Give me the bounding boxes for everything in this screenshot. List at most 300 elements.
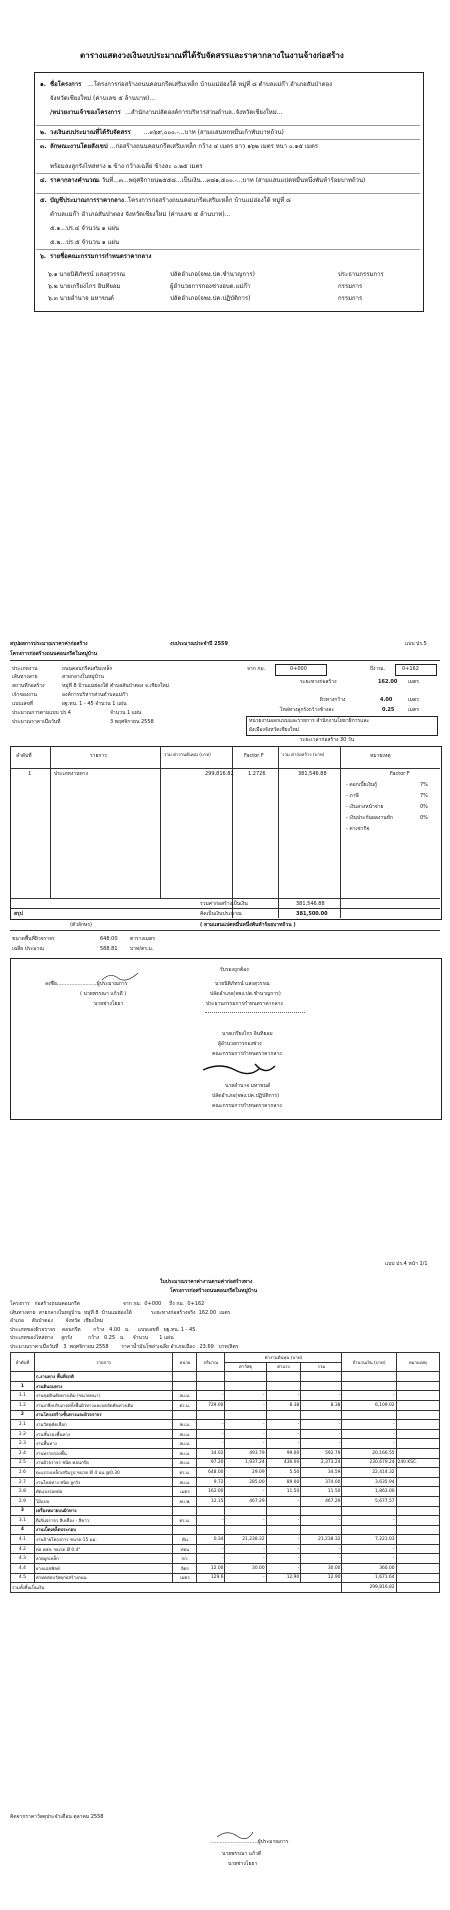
pr5-form-code: แบบ ปร.5 bbox=[405, 641, 427, 647]
pr4-cell-note bbox=[396, 1381, 439, 1391]
pr4-cell-no: 2.1 bbox=[11, 1420, 35, 1430]
pr5-field-label: แบบเลขที่ bbox=[12, 701, 34, 707]
pr4-cell-item: ยางแอสฟัลท์ bbox=[34, 1564, 173, 1574]
pr4-cell-note: 240 KSC. bbox=[396, 1458, 439, 1468]
pr5-field-value: จำนวน 1 แผ่น bbox=[110, 710, 142, 716]
pr4-cell-qty: - bbox=[197, 1391, 225, 1401]
shoulder-unit: เมตร bbox=[408, 707, 419, 713]
pr4-cell-qty: 729.00 bbox=[197, 1400, 225, 1410]
estimator-name: ( นายพรรณา แก้วดี ) bbox=[80, 991, 127, 997]
pr4-cell-item: งานไหล่ทาง ชนิด ลูกรัง bbox=[34, 1477, 173, 1487]
pr5-remark-value: 7% bbox=[420, 782, 428, 788]
pr4-table-row bbox=[11, 1468, 440, 1478]
pr4-cell-material: - bbox=[225, 1391, 266, 1401]
width-value: 4.00 bbox=[380, 697, 393, 703]
pr5-final-label: คิดเป็นเงินประมาณ bbox=[200, 911, 242, 917]
pr4-cell-note bbox=[396, 1372, 439, 1382]
pr4-cell-amount: 230,679.24 bbox=[342, 1458, 396, 1468]
pr4-cell-unit: ลบ.ม. bbox=[173, 1420, 197, 1430]
pr4-cell-sum bbox=[301, 1410, 342, 1420]
pr5-remark-value: 7% bbox=[420, 793, 428, 799]
pr4-th-unit: หน่วย bbox=[173, 1353, 197, 1372]
pr4-cell-sum: 592.79 bbox=[301, 1448, 342, 1458]
length-value: 162.00 bbox=[378, 679, 398, 685]
pr4-cell-item: ลวดผูกเหล็ก bbox=[34, 1554, 173, 1564]
item-divider bbox=[36, 193, 420, 194]
pr5-subheader: โครงการก่อสร้างถนนคอนกรีตในหมู่บ้าน bbox=[10, 651, 98, 657]
pr4-table-body bbox=[11, 1372, 440, 1583]
pr4-total-value: 299,816.82 bbox=[342, 1583, 396, 1593]
pr4-cell-amount: 20,166.55 bbox=[342, 1448, 396, 1458]
pr4-cell-qty: 12.00 bbox=[197, 1564, 225, 1574]
pr4-cell-item: ตะแกรงเหล็กเสริมรูป ขนาด Ø 4 มม.@0.30 bbox=[34, 1468, 173, 1478]
pr4-cell-labor: - bbox=[266, 1391, 301, 1401]
pr5-sum-value: 381,546.88 bbox=[296, 901, 325, 907]
pr5-remark-label: - เงินประกันผลงานหัก bbox=[346, 815, 393, 821]
pr4-cell-labor: - bbox=[266, 1496, 301, 1506]
pr4-cell-amount: 3,635.94 bbox=[342, 1477, 396, 1487]
pr4-table-row bbox=[11, 1381, 440, 1391]
pr4-cell-material: - bbox=[225, 1573, 266, 1583]
pr4-cell-item: งานทรายรองพื้น bbox=[34, 1448, 173, 1458]
pr4-cell-qty: 0.34 bbox=[197, 1535, 225, 1545]
pr4-info-line: โครงการ ก่อสร้างถนนคอนกรีต จาก กม. 0+000 ถึง กม. 0+162 bbox=[10, 1301, 205, 1307]
pr4-cell-no: 3 bbox=[11, 1506, 35, 1516]
member2-signature-image bbox=[200, 1060, 280, 1078]
pr4-cell-sum: - bbox=[301, 1544, 342, 1554]
pr5-field-value: ถนนคอนกรีตเสริมเหล็ก bbox=[62, 666, 113, 672]
item-divider bbox=[36, 173, 420, 174]
item-text: ...โครงการก่อสร้างถนนคอนกรีตเสริมเหล็ก บ้านแม่ฮ่องใต้ หมู่ที่ ๘ bbox=[122, 197, 291, 204]
pr5-final-rule bbox=[10, 908, 440, 909]
pr4-cell-amount: - bbox=[342, 1439, 396, 1449]
pr4-cell-qty bbox=[197, 1410, 225, 1420]
pr4-table-row bbox=[11, 1439, 440, 1449]
construction-duration: ระยะเวลาก่อสร้าง 30 วัน bbox=[300, 737, 355, 743]
certify-title: รับรองถูกต้อง bbox=[220, 967, 249, 973]
pr4-cell-no: 4 bbox=[11, 1525, 35, 1535]
pr4-table-row bbox=[11, 1477, 440, 1487]
pr4-cell-unit: ลบ.ม. bbox=[173, 1429, 197, 1439]
pr5-th-factor: Factor F bbox=[244, 753, 264, 759]
pr4-cell-qty bbox=[197, 1506, 225, 1516]
pr5-words-label: (ตัวอักษร) bbox=[70, 922, 92, 928]
pr4-cell-no: 2.9 bbox=[11, 1496, 35, 1506]
pr4-cell-unit bbox=[173, 1381, 197, 1391]
pr4-cell-material: - bbox=[225, 1554, 266, 1564]
pr4-cell-note bbox=[396, 1496, 439, 1506]
pr4-cell-amount: 360.00 bbox=[342, 1564, 396, 1574]
pr4-table-row bbox=[11, 1458, 440, 1468]
km-from-value: 0+000 bbox=[290, 666, 307, 672]
pr4-cell-material: 21,238.32 bbox=[225, 1535, 266, 1545]
shoulder-label: ไหล่ทางลูกรังกว้างข้างละ bbox=[280, 707, 335, 713]
item-text: ...๓๖๙,๐๐๐.-...บาท (สามแสนหกหมื่นเก้าพันบาทถ้วน) bbox=[143, 129, 284, 136]
pr4-cell-unit: ลิตร bbox=[173, 1564, 197, 1574]
pr4-cell-note bbox=[396, 1429, 439, 1439]
agency-line-1: หน่วยงานออกแบบและรายการ สำนักงานโยธาธิการและ bbox=[249, 718, 370, 724]
estimator-sign-line: ลงชื่อ.........................ผู้ประมาณการ bbox=[45, 981, 128, 987]
pr4-cell-unit: ตร.ม. bbox=[173, 1468, 197, 1478]
pr4-cell-material: - bbox=[225, 1439, 266, 1449]
pr4-cell-amount: - bbox=[342, 1429, 396, 1439]
pr4-cell-labor bbox=[266, 1525, 301, 1535]
pr4-title: ใบประมาณราคาค่างานตามค่าก่อสร้างทาง bbox=[160, 1279, 253, 1285]
pr4-sign-position: นายช่างโยธา bbox=[228, 1861, 258, 1867]
pr5-field-label: เส้นทางสาย bbox=[12, 674, 38, 680]
pr4-cell-no: 2 bbox=[11, 1410, 35, 1420]
pr4-cell-unit: ลบ.ม. bbox=[173, 1448, 197, 1458]
pr4-table-row bbox=[11, 1554, 440, 1564]
pr4-cell-labor bbox=[266, 1381, 301, 1391]
pr4-cell-no: 2.5 bbox=[11, 1458, 35, 1468]
shoulder-value: 0.25 bbox=[382, 707, 395, 713]
pr4-cell-item: เครื่องหมายบนผิวทาง bbox=[34, 1506, 173, 1516]
pr4-table-row bbox=[11, 1448, 440, 1458]
pr4-cell-amount: - bbox=[342, 1554, 396, 1564]
pr4-cell-sum: 34.59 bbox=[301, 1468, 342, 1478]
pr4-cell-unit bbox=[173, 1410, 197, 1420]
item-text: พร้อมลงลูกรังไหล่ทาง ๒ ข้าง กว้างเฉลี่ย ข้างละ ๐.๒๕ เมตร bbox=[50, 163, 203, 170]
pr5-row-cost: 299,816.82 bbox=[205, 771, 234, 777]
pr4-footnote: คิดจากราคาวัสดุประจำเดือน ตุลาคม 2558 bbox=[10, 1814, 104, 1820]
pr4-cell-material: 493.79 bbox=[225, 1448, 266, 1458]
pr4-cell-item: งานดินถมทาง bbox=[34, 1381, 173, 1391]
pr4-cell-amount bbox=[342, 1506, 396, 1516]
pr4-cell-material bbox=[225, 1410, 266, 1420]
pr4-cell-sum bbox=[301, 1372, 342, 1382]
chair-name: นายนิติภัทรน์ แสงสุวรรณ bbox=[215, 981, 270, 987]
page-3-pr4 bbox=[0, 1260, 450, 1910]
pr4-cell-labor: 99.00 bbox=[266, 1448, 301, 1458]
pr4-cell-qty: - bbox=[197, 1544, 225, 1554]
pr4-cell-item: ตัดแบ่งรอยต่อ bbox=[34, 1487, 173, 1497]
committee-name: ๖.๒ นายเกรียงไกร อินทิยอม bbox=[48, 283, 121, 290]
item-number: ๑. bbox=[40, 81, 47, 88]
pr4-cell-unit: ลบ.ม. bbox=[173, 1458, 197, 1468]
pr4-cell-labor bbox=[266, 1372, 301, 1382]
pr5-col-sep bbox=[160, 746, 161, 898]
pr5-remark-label: Factor F bbox=[390, 771, 410, 777]
pr4-cell-labor bbox=[266, 1506, 301, 1516]
pr4-th-sum: รวม bbox=[301, 1362, 342, 1372]
pr5-header-budget: งบประมาณประจำปี 2559 bbox=[170, 641, 229, 647]
pr4-table-row bbox=[11, 1544, 440, 1554]
item-text: ๕.๒...ปร.๕ จำนวน ๑ แผ่น bbox=[50, 239, 120, 246]
unit-price-value: 588.81 bbox=[100, 946, 118, 952]
pr4-cell-note bbox=[396, 1420, 439, 1430]
pr4-cell-material bbox=[225, 1525, 266, 1535]
pr4-cell-no: 1.1 bbox=[11, 1391, 35, 1401]
pr4-cell-sum bbox=[301, 1381, 342, 1391]
estimator-position: นายช่างโยธา bbox=[94, 1001, 124, 1007]
pr4-cell-sum: 467.29 bbox=[301, 1496, 342, 1506]
item-text: ...สำนักงานปลัดองค์การบริหารส่วนตำบล..จังหวัดเชียงใหม่... bbox=[125, 109, 283, 116]
pr4-cell-sum bbox=[301, 1506, 342, 1516]
pr4-th-item: รายการ bbox=[34, 1353, 173, 1372]
pr4-cell-item: งานพื้นทาง bbox=[34, 1439, 173, 1449]
pr4-cell-amount: 7,221.03 bbox=[342, 1535, 396, 1545]
pr4-cell-sum bbox=[301, 1525, 342, 1535]
pr4-cell-no: 2.4 bbox=[11, 1448, 35, 1458]
pr5-final-value: 381,500.00 bbox=[296, 911, 328, 917]
pr5-remark-label: - ภาษี bbox=[346, 793, 359, 799]
pr4-table-row bbox=[11, 1372, 440, 1382]
pr4-cell-note bbox=[396, 1448, 439, 1458]
item-label: บัญชีประมาณการราคากลาง bbox=[50, 197, 124, 204]
pr4-cell-qty: - bbox=[197, 1439, 225, 1449]
pr4-cell-amount bbox=[342, 1372, 396, 1382]
pr4-cell-no: 1.2 bbox=[11, 1400, 35, 1410]
pr4-cell-note bbox=[396, 1410, 439, 1420]
pr4-cell-item: งานผิวจราจร ชนิด คอนกรีต bbox=[34, 1458, 173, 1468]
pr4-table-row bbox=[11, 1506, 440, 1516]
pr4-cell-item: งานเกลี่ยปรับเกรดทั้งพื้นผิวทางและบดอัดคันทางเดิม bbox=[34, 1400, 173, 1410]
pr4-cell-amount: 22,414.32 bbox=[342, 1468, 396, 1478]
pr4-cell-sum: - bbox=[301, 1516, 342, 1526]
pr5-th-no: ลำดับที่ bbox=[16, 753, 32, 759]
pr4-cell-qty: 34.02 bbox=[197, 1448, 225, 1458]
pr4-cell-amount: 5,677.57 bbox=[342, 1496, 396, 1506]
pr4-cell-amount bbox=[342, 1381, 396, 1391]
item-label: /หน่วยงานเจ้าของโครงการ bbox=[50, 109, 121, 116]
pr5-field-value: ผฐ.ทน. 1 - 45 จำนวน 1 แผ่น bbox=[62, 701, 127, 707]
pr4-cell-qty: - bbox=[197, 1420, 225, 1430]
pr4-cell-labor: - bbox=[266, 1420, 301, 1430]
pr5-th-remark: หมายเหตุ bbox=[370, 753, 391, 759]
pr4-cell-material: - bbox=[225, 1429, 266, 1439]
pr4-cell-unit: เมตร bbox=[173, 1573, 197, 1583]
pr4-cell-qty bbox=[197, 1525, 225, 1535]
pr5-field-label: ประเภทงาน bbox=[12, 666, 38, 672]
pr4-total-label: รวมทั้งสิ้นเป็นเงิน bbox=[11, 1583, 342, 1593]
pr4-cell-labor: - bbox=[266, 1535, 301, 1545]
pr4-th-labor: ค่าแรง bbox=[266, 1362, 301, 1372]
pr4-table-row bbox=[11, 1516, 440, 1526]
pr4-cell-no: 4.1 bbox=[11, 1535, 35, 1545]
item-text: จังหวัดเชียงใหม่ (ค่าบเลข ๕ ล้านบาท)... bbox=[50, 95, 156, 102]
pr5-field-label: สถานที่ก่อสร้าง bbox=[12, 683, 45, 689]
pr4-cell-item: งานโครงสร้างชั้นทางและผิวจราจร bbox=[34, 1410, 173, 1420]
pr4-cell-qty bbox=[197, 1381, 225, 1391]
pr4-th-amount: จำนวนเงิน (บาท) bbox=[342, 1353, 396, 1372]
item-label: ราคากลางคำนวณ bbox=[50, 177, 99, 184]
pr5-words-rule bbox=[10, 930, 440, 931]
item-label: ชื่อโครงการ bbox=[50, 81, 82, 88]
committee-name: ๖.๓ นายอำนาจ มหาขนด์ bbox=[48, 295, 114, 302]
pr4-cell-no: 1 bbox=[11, 1381, 35, 1391]
committee-role: กรรมการ bbox=[338, 295, 363, 302]
pr4-cell-qty: - bbox=[197, 1554, 225, 1564]
pr5-field-label: ประมาณการตามแบบ ปร.4 bbox=[12, 710, 71, 716]
pr4-cell-labor bbox=[266, 1410, 301, 1420]
pr4-cell-item: ตีเส้นจราจร สีเหลือง - สีขาว bbox=[34, 1516, 173, 1526]
pr4-cell-labor: 11.50 bbox=[266, 1487, 301, 1497]
pr4-cell-note bbox=[396, 1400, 439, 1410]
pr4-cell-material: - bbox=[225, 1400, 266, 1410]
pr4-cell-unit: ลบ.ม. bbox=[173, 1439, 197, 1449]
pr5-remark-label: - ค่าเช่ากิจ bbox=[346, 826, 370, 832]
item-text: ณ วันที่...๓...พฤศจิกายน๒๕๕๘...เป็นเงิน...๓๘๑,๕๐๐.-...บาท (สามแสนแปดหมื่นหนึ่งพันห้าร้อยบาทถ้วน) bbox=[94, 177, 366, 184]
pr4-cell-qty: 12.15 bbox=[197, 1496, 225, 1506]
pr4-cell-qty: 9.72 bbox=[197, 1477, 225, 1487]
item-divider bbox=[36, 139, 420, 140]
pr4-cell-note bbox=[396, 1516, 439, 1526]
pr4-cell-note bbox=[396, 1535, 439, 1545]
pr5-table-header-rule bbox=[10, 768, 440, 769]
pr4-th-no: ลำดับที่ bbox=[11, 1353, 35, 1372]
length-label: ระยะทางก่อสร้าง bbox=[300, 679, 337, 685]
item-number: ๔. bbox=[40, 177, 47, 184]
km-to-label: ถึง กม. bbox=[370, 666, 385, 672]
pr4-form-code: แบบ ปร.4 หน้า 1/1 bbox=[385, 1261, 428, 1267]
pr4-cell-material: - bbox=[225, 1516, 266, 1526]
chair-sign-rule bbox=[205, 1012, 305, 1013]
item-number: ๓. bbox=[40, 143, 47, 150]
pr4-cell-sum: - bbox=[301, 1391, 342, 1401]
pr4-cell-labor: - bbox=[266, 1439, 301, 1449]
pr4-cell-amount bbox=[342, 1410, 396, 1420]
member2-name: นายอำนาจ มหาขนด์ bbox=[225, 1083, 271, 1089]
pr4-cell-qty: 648.00 bbox=[197, 1468, 225, 1478]
pr4-subtitle: โครงการก่อสร้างถนนคอนกรีตในหมู่บ้าน bbox=[170, 1288, 258, 1294]
pr5-sum-label: รวมค่าก่อสร้างเป็นเงิน bbox=[200, 901, 248, 907]
pr4-cell-material: 1,937.24 bbox=[225, 1458, 266, 1468]
pr5-col-sep bbox=[340, 746, 341, 918]
pr4-table-row bbox=[11, 1573, 440, 1583]
pr4-cell-labor: - bbox=[266, 1544, 301, 1554]
pr4-cell-sum: 11.50 bbox=[301, 1487, 342, 1497]
pr4-cell-labor: 12.90 bbox=[266, 1573, 301, 1583]
pr4-cell-material: 29.09 bbox=[225, 1468, 266, 1478]
pr4-info-line: ประเภทของผิวจราจร คอนกรีต กว้าง 4.00 ม. แบบเลขที่ ผฐ.ทน. 1 - 45 bbox=[10, 1326, 196, 1333]
pr4-cell-qty: 162.00 bbox=[197, 1487, 225, 1497]
pr4-cell-amount: 6,109.02 bbox=[342, 1400, 396, 1410]
item-number: ๕. bbox=[40, 197, 47, 204]
pr4-table-row bbox=[11, 1400, 440, 1410]
pr4-cell-amount bbox=[342, 1525, 396, 1535]
pr4-table-row bbox=[11, 1410, 440, 1420]
pr4-table-row bbox=[11, 1429, 440, 1439]
pr4-cell-sum: - bbox=[301, 1439, 342, 1449]
pr4-cell-sum: 374.00 bbox=[301, 1477, 342, 1487]
pr4-cell-material: 30.00 bbox=[225, 1564, 266, 1574]
item-text: ...โครงการก่อสร้างถนนคอนกรีตเสริมเหล็ก บ้านแม่ฮ่องใต้ หมู่ที่ ๘ ตำบลแม่ก๊า อำเภอสันป่าตอง bbox=[88, 81, 333, 88]
pr4-info-line: อำเภอ สันป่าตอง จังหวัด เชียงใหม่ bbox=[10, 1318, 104, 1324]
committee-role: ประธานกรรมการ bbox=[338, 271, 384, 278]
pr4-cell-amount: - bbox=[342, 1420, 396, 1430]
pr5-row-factor: 1.2726 bbox=[248, 771, 266, 777]
pr4-info-line: ประเภทของไหล่ทาง ลูกรัง กว้าง 0.25 ม. จำนวน 1 แผ่น bbox=[10, 1335, 174, 1341]
pr4-cell-item: งานชั้นรองพื้นทาง bbox=[34, 1429, 173, 1439]
pr4-cell-note bbox=[396, 1468, 439, 1478]
unit-price-label: เฉลี่ย ประมาณ bbox=[12, 946, 44, 952]
pr4-cell-amount: - bbox=[342, 1391, 396, 1401]
width-label: ผิวทางกว้าง bbox=[320, 697, 346, 703]
pr4-cell-item: ก.งานทาง พื้นที่ปกติ bbox=[34, 1372, 173, 1382]
pr5-th-total: รวม ค่าก่อสร้าง (บาท) bbox=[282, 753, 325, 758]
pr4-table-row bbox=[11, 1420, 440, 1430]
pr4-cell-unit: ตร.ม. bbox=[173, 1516, 197, 1526]
pr4-cell-item: ไม้แบบ bbox=[34, 1496, 173, 1506]
pr4-cell-no bbox=[11, 1372, 35, 1382]
pr4-cell-labor: 436.00 bbox=[266, 1458, 301, 1468]
item-text: ๕.๑...ปร.๔ จำนวน ๑ แผ่น bbox=[50, 225, 119, 232]
pr4-cell-sum: 21,238.32 bbox=[301, 1535, 342, 1545]
committee-role: กรรมการ bbox=[338, 283, 363, 290]
agency-line-2: ผังเมืองจังหวัดเชียงใหม่ bbox=[249, 727, 300, 733]
length-unit: เมตร bbox=[408, 679, 419, 685]
pr4-cell-item: งานเบ็ดเตล็ดประกอบ bbox=[34, 1525, 173, 1535]
pr4-cell-unit: ลบ.ฟ. bbox=[173, 1496, 197, 1506]
pr5-row-item: ประเภทงานทาง bbox=[54, 771, 89, 777]
page-2-summary-pr5 bbox=[0, 640, 450, 1240]
pr4-cell-sum: - bbox=[301, 1554, 342, 1564]
pr4-cell-note bbox=[396, 1564, 439, 1574]
pr4-cell-no: 4.3 bbox=[11, 1554, 35, 1564]
width-unit: เมตร bbox=[408, 697, 419, 703]
member1-position: ผู้อำนวยการกองช่าง bbox=[218, 1041, 262, 1047]
pr4-cell-sum: 8.38 bbox=[301, 1400, 342, 1410]
pr4-sign-line: ..............................ผู้ประมาณการ bbox=[210, 1839, 289, 1845]
pr4-cell-unit: ลบ.ม. bbox=[173, 1477, 197, 1487]
pr4-cell-unit bbox=[173, 1525, 197, 1535]
pr4-cell-qty: - bbox=[197, 1429, 225, 1439]
pr4-cell-labor: 89.00 bbox=[266, 1477, 301, 1487]
pr4-cell-note bbox=[396, 1439, 439, 1449]
pr4-cell-no: 4.5 bbox=[11, 1573, 35, 1583]
pr4-table-row bbox=[11, 1391, 440, 1401]
pr4-cell-material bbox=[225, 1381, 266, 1391]
page-1-title: ตารางแสดงวงเงินงบประมาณที่ได้รับจัดสรรและราคากลางในงานจ้างก่อสร้าง bbox=[80, 51, 344, 60]
pr4-cell-note bbox=[396, 1544, 439, 1554]
pr5-field-label: ประมาณราคาเมื่อวันที่ bbox=[12, 719, 61, 725]
pr5-summary-label: สรุป bbox=[14, 911, 23, 917]
pr4-sign-name: นายพรรณา แก้วดี bbox=[222, 1851, 262, 1857]
pr4-cell-no: 4.4 bbox=[11, 1564, 35, 1574]
pr4-cell-material bbox=[225, 1506, 266, 1516]
page-1-value-allocation bbox=[0, 0, 450, 500]
item-text: ...ก่อสร้างถนนคอนกรีตเสริมเหล็ก กว้าง ๔ เมตร ยาว ๑๖๒ เมตร หนา ๐.๑๕ เมตร bbox=[109, 143, 319, 150]
km-to-value: 0+162 bbox=[402, 666, 419, 672]
member1-role: คณะกรรมการกำหนดราคากลาง bbox=[212, 1051, 282, 1057]
pr4-cell-no: 2.6 bbox=[11, 1468, 35, 1478]
pr4-cell-item: งานป้ายโครงการ ขนาด 15 มม. bbox=[34, 1535, 173, 1545]
pr4-cell-item: ค่าทดสอบวัสดุก่อสร้างถนน bbox=[34, 1573, 173, 1583]
pr4-cell-unit: ลบ.ม. bbox=[173, 1391, 197, 1401]
pr4-cell-labor: 8.38 bbox=[266, 1400, 301, 1410]
pr5-remark-value: 0% bbox=[420, 804, 428, 810]
pr4-info-line: ประมาณราคาเมื่อวันที่ 3 พฤศจิกายน 2558 ราคาน้ำมันโซล่าเฉลี่ย อำเภอเมือง 23.69 บาท/ลิตร bbox=[10, 1343, 239, 1350]
unit-price-unit: บาท/ตร.ม. bbox=[130, 946, 154, 952]
item-text: ตำบลแม่ก๊า อำเภอสันป่าตอง จังหวัดเชียงใหม่ (ค่าบเลข ๕ ล้านบาท)... bbox=[50, 211, 231, 218]
pr4-cell-note bbox=[396, 1573, 439, 1583]
committee-name: ๖.๑ นายนิติภัทรน์ แสงสุวรรณ bbox=[48, 271, 126, 278]
pr5-field-value: หมู่ที่ 8 บ้านแม่ฮ่องใต้ ตำบลสันป่าตอง จ.เชียงใหม่ bbox=[62, 683, 169, 689]
pr4-cell-labor: - bbox=[266, 1516, 301, 1526]
pr4-cell-amount: - bbox=[342, 1516, 396, 1526]
pr4-cell-no: 4.2 bbox=[11, 1544, 35, 1554]
pr4-cell-item: งานวัสดุคัดเลือก bbox=[34, 1420, 173, 1430]
item-divider bbox=[36, 249, 420, 250]
pr4-cell-material: - bbox=[225, 1420, 266, 1430]
pr4-cell-unit: ตร.ม. bbox=[173, 1400, 197, 1410]
pr4-cell-sum: 12.90 bbox=[301, 1573, 342, 1583]
pr5-remark-value: 0% bbox=[420, 815, 428, 821]
pr4-table-row bbox=[11, 1525, 440, 1535]
pr5-row-no: 1 bbox=[28, 771, 32, 777]
area-value: 648.00 bbox=[100, 936, 118, 942]
